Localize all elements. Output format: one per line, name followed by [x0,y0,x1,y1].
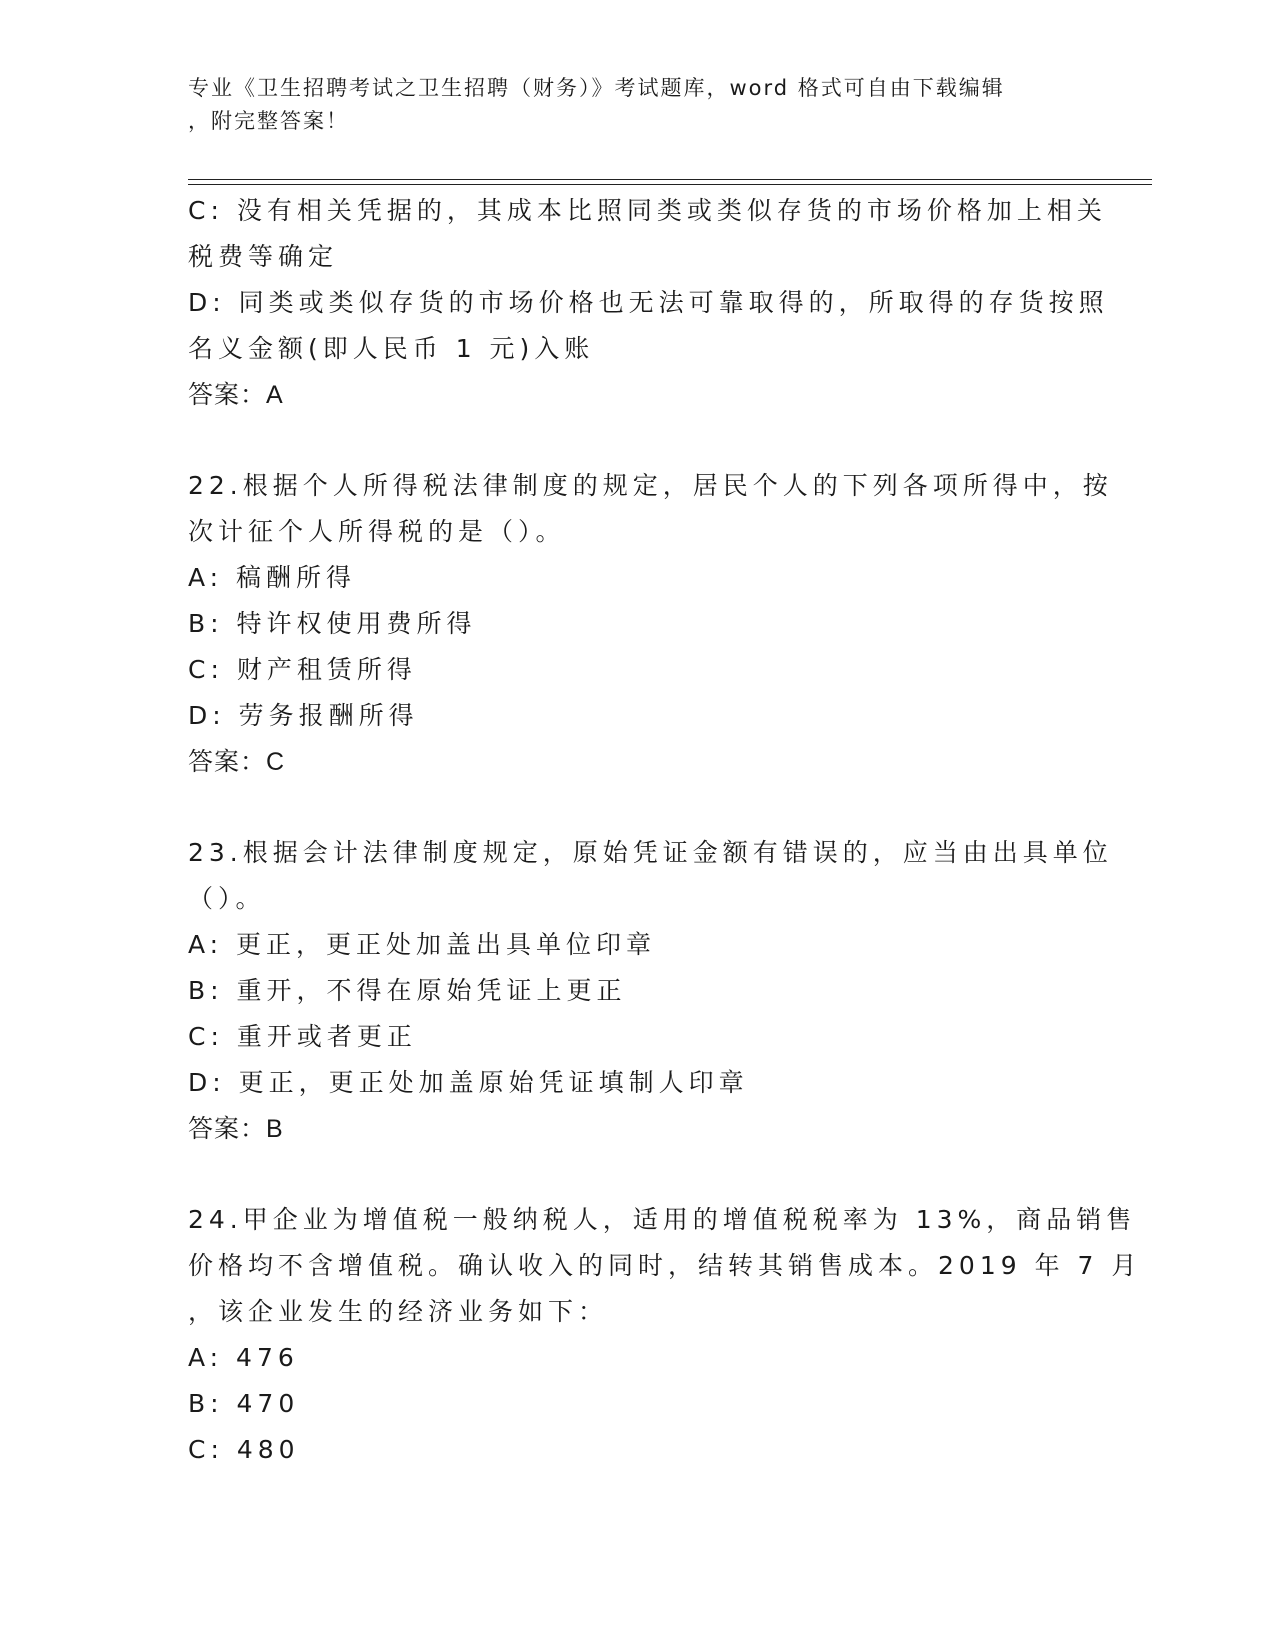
question-stem-line1: 24.甲企业为增值税一般纳税人，适用的增值税税率为 13%，商品销售 [188,1205,1137,1234]
spacer [188,418,1088,463]
question-stem-line1: 23.根据会计法律制度规定，原始凭证金额有错误的，应当由出具单位 [188,838,1113,867]
option-d: D: 更正，更正处加盖原始凭证填制人印章 [188,1068,749,1097]
question-stem-line3: ，该企业发生的经济业务如下： [188,1297,609,1326]
answer: 答案：A [188,381,284,409]
answer: 答案：C [188,748,286,776]
question-23 [188,830,1113,1152]
header-divider-top [188,179,1152,180]
option-c: C: 480 [188,1435,300,1464]
question-stem-line2: 次计征个人所得税的是（）。 [188,517,566,546]
question-stem-line2: （）。 [188,884,266,913]
option-c-line2: 税费等确定 [188,242,339,271]
question-21 [188,188,1109,418]
option-c: C: 财产租赁所得 [188,655,417,684]
option-c-line1: C: 没有相关凭据的，其成本比照同类或类似存货的市场价格加上相关 [188,196,1107,225]
answer: 答案：B [188,1115,284,1143]
option-c: C: 重开或者更正 [188,1022,417,1051]
header-divider-bottom [188,184,1152,185]
option-d: D: 劳务报酬所得 [188,701,419,730]
spacer [188,785,1088,830]
question-22 [188,463,1113,785]
question-stem-line1: 22.根据个人所得税法律制度的规定，居民个人的下列各项所得中，按 [188,471,1113,500]
option-b: B: 重开，不得在原始凭证上更正 [188,976,627,1005]
question-stem-line2: 价格均不含增值税。确认收入的同时，结转其销售成本。2019 年 7 月 [188,1251,1142,1280]
question-content [188,188,1142,1473]
option-a: A: 稿酬所得 [188,563,357,592]
spacer [188,1152,1088,1197]
document-header [188,72,1088,138]
question-24 [188,1197,1142,1473]
option-d-line1: D: 同类或类似存货的市场价格也无法可靠取得的，所取得的存货按照 [188,288,1109,317]
option-b: B: 470 [188,1389,300,1418]
option-a: A: 476 [188,1343,299,1372]
header-text-line1: 专业《卫生招聘考试之卫生招聘（财务）》考试题库，word 格式可自由下载编辑 [188,76,1005,100]
option-d-line2: 名义金额(即人民币 1 元)入账 [188,334,595,363]
option-b: B: 特许权使用费所得 [188,609,477,638]
option-a: A: 更正，更正处加盖出具单位印章 [188,930,657,959]
header-text-line2: ，附完整答案！ [188,109,349,133]
